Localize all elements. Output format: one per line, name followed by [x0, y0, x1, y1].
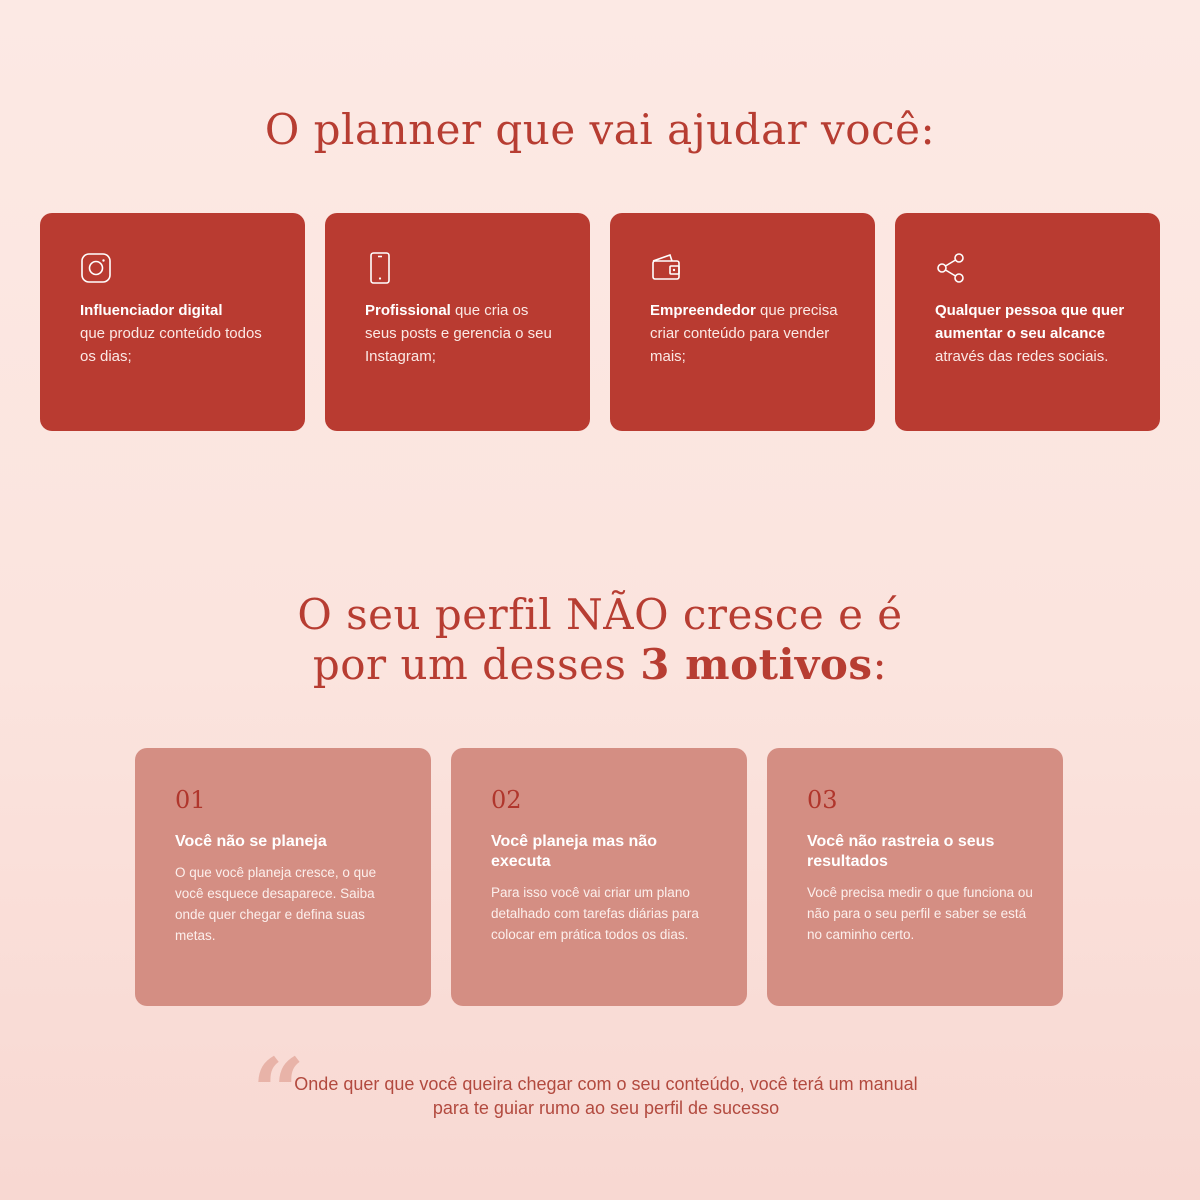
audience-cards: [40, 213, 1160, 431]
reason-body: O que você planeja cresce, o que você esquece desaparece. Saiba onde quer chegar e defina suas metas.: [175, 865, 377, 943]
audience-card-bold: Profissional: [365, 302, 451, 319]
reason-number: 03: [807, 786, 838, 814]
reason-number: 02: [491, 786, 522, 814]
audience-card-rest: que precisa criar conteúdo para vender mais;: [650, 302, 838, 365]
reason-card-2: [451, 748, 747, 1006]
quote-mark-icon: “: [252, 1038, 305, 1146]
reason-heading: Você não se planeja: [175, 833, 327, 850]
audience-card-text: [365, 299, 560, 368]
smartphone-icon: [365, 251, 397, 285]
reason-body: Você precisa medir o que funciona ou não para o seu perfil e saber se está no caminho certo.: [807, 885, 1033, 942]
reason-heading: Você planeja mas não executa: [491, 833, 657, 870]
reasons-title-part-a: por um desses: [312, 640, 641, 689]
audience-card-entrepreneur: [610, 213, 875, 431]
section-title-planner: O planner que vai ajudar você:: [264, 105, 936, 154]
reason-card-3: [767, 748, 1063, 1006]
instagram-icon: [80, 251, 112, 285]
reasons-title-line-1: O seu perfil NÃO cresce e é: [297, 590, 903, 639]
section-title-reasons: [0, 590, 1200, 690]
reason-heading: Você não rastreia o seus resultados: [807, 833, 995, 870]
reason-cards: [135, 748, 1063, 1006]
reason-body: Para isso você vai criar um plano detalhado com tarefas diárias para colocar em prática todos os dias.: [491, 885, 699, 942]
audience-card-rest: que cria os seus posts e gerencia o seu Instagram;: [365, 302, 552, 365]
audience-card-bold: Qualquer pessoa que quer aumentar o seu alcance: [935, 302, 1125, 342]
audience-card-anyone: [895, 213, 1160, 431]
reasons-title-line-2: [0, 640, 1200, 690]
audience-card-text: [80, 299, 275, 368]
audience-card-text: [935, 299, 1130, 368]
reasons-title-part-b: 3 motivos: [640, 640, 873, 689]
audience-card-bold: Influenciador digital: [80, 302, 223, 319]
audience-card-professional: [325, 213, 590, 431]
audience-card-rest: que produz conteúdo todos os dias;: [80, 325, 262, 365]
audience-card-influencer: [40, 213, 305, 431]
wallet-icon: [650, 251, 682, 285]
audience-card-text: [650, 299, 845, 368]
reason-card-1: [135, 748, 431, 1006]
audience-card-bold: Empreendedor: [650, 302, 756, 319]
quote-block: [252, 1038, 952, 1146]
quote-text: Onde quer que você queira chegar com o seu conteúdo, você terá um manual para te guiar rumo ao seu perfil de sucesso: [294, 1074, 918, 1118]
reasons-title-part-c: :: [872, 640, 888, 689]
share-icon: [935, 251, 967, 285]
reason-number: 01: [175, 786, 206, 814]
audience-card-rest: através das redes sociais.: [935, 348, 1109, 365]
